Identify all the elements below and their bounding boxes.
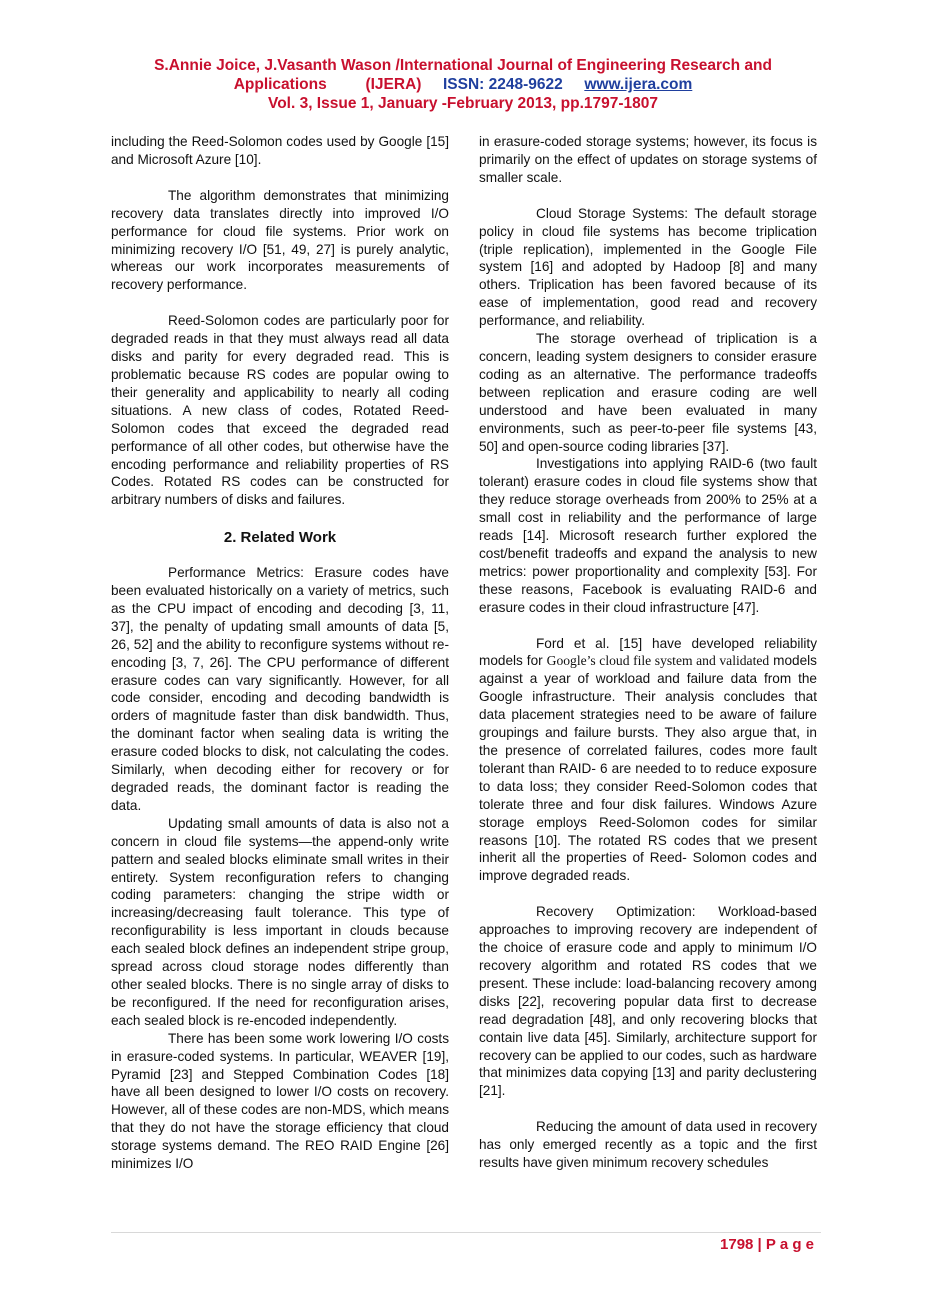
page-number: 1798 | P a g e [720, 1236, 814, 1253]
header-applications: Applications [233, 76, 327, 93]
left-paragraph-1: including the Reed-Solomon codes used by Google [15] and Microsoft Azure [10]. [111, 134, 449, 167]
left-paragraph-4: Performance Metrics: Erasure codes have been evaluated historically on a variety of metrics, such as the CPU impact of encoding and decoding [3, 11, 37], the penalty of updating small amounts of data [5, 26, 52] and the ability to reconfigure systems without re-encoding [3, 7, 26]. The CPU performance of different erasure codes can vary significantly. However, for all code consider, encoding and decoding bandwidth is orders of magnitude faster than disk bandwidth. Thus, the dominant factor when sealing data is writing the erasure coded blocks to disk, not calculating the codes. Similarly, when decoding either for recovery or for degraded reads, the dominant factor is reading the data. [111, 565, 449, 813]
right-paragraph-5-rest: models against a year of workload and failure data from the Google infrastructure. Their analysis concludes that data placement strategies need to be aware of failure groupings and failure bursts. They also argue that, in the presence of correlated failures, codes more fault tolerant than RAID- 6 are needed to to reduce exposure to data loss; they consider Reed-Solomon codes that tolerate three and four disk failures. Windows Azure storage employs Reed-Solomon codes for similar reasons [10]. The rotated RS codes that we present inherit all the properties of Reed- Solomon codes and improve degraded reads. [479, 653, 817, 884]
right-paragraph-5-start: Ford et al. [15] have developed reliability models for [479, 635, 817, 669]
left-column [111, 133, 449, 1173]
footer-divider [111, 1232, 821, 1233]
right-paragraph-2: Cloud Storage Systems: The default storage policy in cloud file systems has become triplication (triple replication), implemented in the Google File system [16] and adopted by Hadoop [8] and many others. Triplication has been favored because of its ease of implementation, good read and recovery performance, and reliability. [479, 205, 817, 329]
header-journal-line [0, 75, 926, 94]
left-paragraph-3: Reed-Solomon codes are particularly poor for degraded reads in that they must always read all data disks and parity for every degraded read. This is problematic because RS codes are popular owing to their generality and applicability to nearly all coding situations. A new class of codes, Rotated Reed-Solomon codes that exceed the degraded read performance of all other codes, but otherwise have the encoding performance and reliability properties of RS Codes. Rotated RS codes can be constructed for arbitrary numbers of disks and failures. [111, 313, 449, 508]
left-paragraph-5: Updating small amounts of data is also not a concern in cloud file systems—the append-only write pattern and sealed blocks eliminate small writes in their entirety. System reconfiguration refers to changing coding parameters: changing the stripe width or increasing/decreasing fault tolerance. This type of reconfigurability is less important in clouds because each sealed block defines an independent stripe group, spread across cloud storage nodes differently than other sealed blocks. There is no single array of disks to be reconfigured. If the need for reconfiguration arises, each sealed block is re-encoded independently. [111, 815, 449, 1028]
header-authors-line: S.Annie Joice, J.Vasanth Wason /International Journal of Engineering Research and [154, 57, 772, 74]
header-issn: ISSN: 2248-9622 [443, 76, 563, 93]
right-paragraph-5-serif: Google’s cloud file system and validated [546, 653, 770, 669]
right-paragraph-4: Investigations into applying RAID-6 (two fault tolerant) erasure codes in cloud file systems show that they reduce storage overheads from 200% to 25% at a small cost in reliability and the performance of large reads [14]. Microsoft research further explored the cost/benefit tradeoffs and expand the analysis to new metrics: power proportionality and complexity [53]. For these reasons, Facebook is evaluating RAID-6 and erasure codes in their cloud infrastructure [47]. [479, 456, 817, 615]
left-paragraph-2: The algorithm demonstrates that minimizing recovery data translates directly into improved I/O performance for cloud file systems. Prior work on minimizing recovery I/O [51, 49, 27] is purely analytic, whereas our work incorporates measurements of recovery performance. [111, 187, 449, 293]
right-paragraph-7: Reducing the amount of data used in recovery has only emerged recently as a topic and the first results have given minimum recovery schedules [479, 1119, 817, 1171]
right-paragraph-1: in erasure-coded storage systems; however, its focus is primarily on the effect of updates on storage systems of smaller scale. [479, 134, 817, 185]
left-paragraph-6: There has been some work lowering I/O costs in erasure-coded systems. In particular, WEAVER [19], Pyramid [23] and Stepped Combination Codes [18] have all been designed to lower I/O costs on recovery. However, all of these codes are non-MDS, which means that they do not have the storage efficiency that cloud storage systems demand. The REO RAID Engine [26] minimizes I/O [111, 1030, 449, 1172]
right-paragraph-6: Recovery Optimization: Workload-based approaches to improving recovery are independent of the choice of erasure code and apply to minimum I/O recovery algorithm and rotated RS codes that we present. These include: load-balancing recovery among disks [22], recovering popular data first to decrease read degradation [48], and only recovering blocks that contain live data [45]. Similarly, architecture support for recovery can be applied to our codes, such as hardware that minimizes data copying [13] and parity declustering [21]. [479, 904, 817, 1099]
journal-header [0, 56, 926, 113]
section-heading-related-work: 2. Related Work [223, 529, 337, 547]
header-ijera: (IJERA) [365, 76, 422, 93]
header-volume-line: Vol. 3, Issue 1, January -February 2013, pp.1797-1807 [268, 95, 658, 112]
header-url-link[interactable]: www.ijera.com [584, 76, 693, 93]
right-paragraph-3: The storage overhead of triplication is a concern, leading system designers to consider erasure coding as an alternative. The performance tradeoffs between replication and erasure coding are well understood and have been evaluated in many environments, such as peer-to-peer file systems [43, 50] and open-source coding libraries [37]. [479, 331, 817, 454]
right-paragraph-5 [479, 635, 817, 886]
right-column [479, 133, 817, 1172]
